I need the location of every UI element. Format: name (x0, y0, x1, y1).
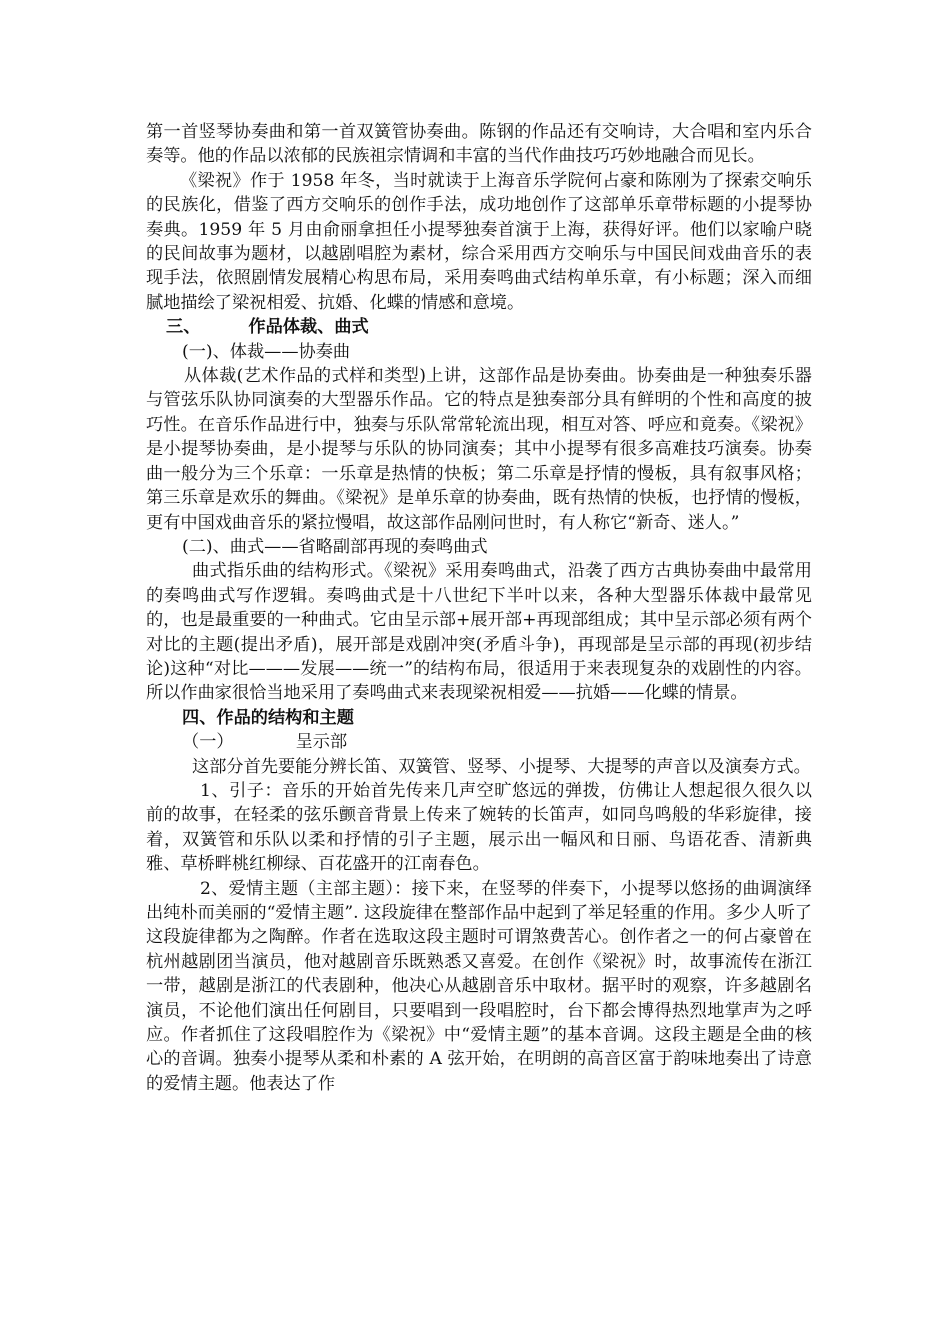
section-3-sub1-heading: (一)、体裁——协奏曲 (182, 341, 351, 362)
document-page (146, 120, 812, 1096)
paragraph-liangzhu-history: 《梁祝》作于 1958 年冬，当时就读于上海音乐学院何占豪和陈刚为了探索交响乐的民族化，借鉴了西方交响乐的创作手法，成功地创作了这部单乐章带标题的小提琴协奏典。1959 年 5 月由俞丽拿担任小提琴独奏首演于上海，获得好评。他们以家喻户晓的民间故事为题材，以越剧唱腔为素材，综合采用西方交响乐与中国民间戏曲音乐的表现手法，依照剧情发展精心构思布局，采用奏鸣曲式结构单乐章，有小标题；深入而细腻地描绘了梁祝相爱、抗婚、化蝶的情感和意境。 (146, 170, 812, 313)
section-3-heading (146, 315, 812, 339)
section-4-sub1-number: （一） (182, 732, 234, 753)
section-3-number: 三、 (166, 317, 201, 338)
section-4-intro: 这部分首先要能分辨长笛、双簧管、竖琴、小提琴、大提琴的声音以及演奏方式。 (192, 756, 811, 777)
section-3-title: 作品体裁、曲式 (248, 317, 369, 338)
section-4-item-1: 1、引子：音乐的开始首先传来几声空旷悠远的弹拨，仿佛让人想起很久很久以前的故事，在轻柔的弦乐颤音背景上传来了婉转的长笛声，如同鸟鸣般的华彩旋律，接着，双簧管和乐队以柔和抒情的引子主题，展示出一幅风和日丽、鸟语花香、清新典雅、草桥畔桃红柳绿、百花盛开的江南春色。 (146, 780, 812, 875)
section-4-heading: 四、作品的结构和主题 (182, 707, 354, 728)
section-4-item-2: 2、爱情主题（主部主题）：接下来，在竖琴的伴奏下，小提琴以悠扬的曲调演绎出纯朴而美丽的“爱情主题”. 这段旋律在整部作品中起到了举足轻重的作用。多少人听了这段旋律都为之陶醉。作者在选取这段主题时可谓煞费苦心。创作者之一的何占豪曾在杭州越剧团当演员，他对越剧音乐既熟悉又喜爱。在创作《梁祝》时，故事流传在浙江一带，越剧是浙江的代表剧种，他决心从越剧音乐中取材。据平时的观察，许多越剧名演员，不论他们演出任何剧目，只要唱到一段唱腔时，台下都会博得热烈地掌声为之呼应。作者抓住了这段唱腔作为《梁祝》中“爱情主题”的基本音调。这段主题是全曲的核心的音调。独奏小提琴从柔和朴素的 A 弦开始，在明朗的高音区富于韵味地奏出了诗意的爱情主题。他表达了作 (146, 878, 812, 1094)
paragraph-chen-gang-works: 第一首竖琴协奏曲和第一首双簧管协奏曲。陈钢的作品还有交响诗，大合唱和室内乐合奏等。他的作品以浓郁的民族祖宗情调和丰富的当代作曲技巧巧妙地融合而见长。 (146, 122, 812, 167)
section-3-sub1-body: 从体裁(艺术作品的式样和类型)上讲，这部作品是协奏曲。协奏曲是一种独奏乐器与管弦乐队协同演奏的大型器乐作品。它的特点是独奏部分具有鲜明的个性和高度的披巧性。在音乐作品进行中，独奏与乐队常常轮流出现，相互对答、呼应和竟奏。《梁祝》是小提琴协奏曲，是小提琴与乐队的协同演奏；其中小提琴有很多高难技巧演奏。协奏曲一般分为三个乐章：一乐章是热情的快板；第二乐章是抒情的慢板，具有叙事风格；第三乐章是欢乐的舞曲。《梁祝》是单乐章的协奏曲，既有热情的快板，也抒情的慢板，更有中国戏曲音乐的紧拉慢唱，故这部作品刚问世时，有人称它“新奇、迷人。” (146, 366, 812, 533)
section-4-sub1-title: 呈示部 (295, 732, 348, 753)
section-3-sub2-heading: (二)、曲式——省略副部再现的奏鸣曲式 (182, 536, 488, 557)
section-3-sub2-body: 曲式指乐曲的结构形式。《梁祝》采用奏鸣曲式，沿袭了西方古典协奏曲中最常用的奏鸣曲式写作逻辑。奏鸣曲式是十八世纪下半叶以来，各种大型器乐体裁中最常见的，也是最重要的一种曲式。它由呈示部+展开部+再现部组成；其中呈示部必须有两个对比的主题(提出矛盾)，展开部是戏剧冲突(矛盾斗争)，再现部是呈示部的再现(初步结论)这种“对比———发展——统一”的结构布局，很适用于来表现复杂的戏剧性的内容。所以作曲家很恰当地采用了奏鸣曲式来表现梁祝相爱——抗婚——化蝶的情景。 (146, 561, 812, 704)
section-4-sub1-heading (146, 730, 812, 754)
